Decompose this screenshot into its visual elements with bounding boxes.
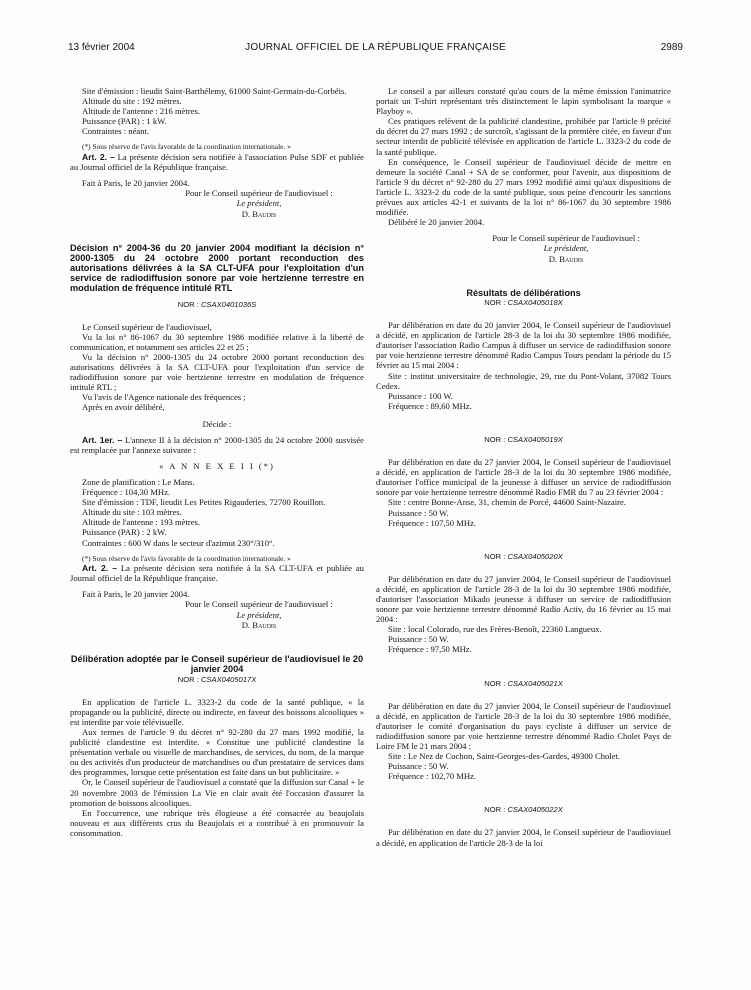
signature-name: D. Baudis bbox=[241, 208, 277, 219]
signature-role: Le président, bbox=[236, 198, 282, 209]
deliberation-paragraph: Aux termes de l'article 9 du décret n° 92-280 du 27 mars 1992 modifié, la publicité clandestine est interdite. « Constitue une publicité clandestine la présentation verbale ou visuelle de marchandises, de services, du nom, de la marque ou des activités d'un producteur de marchandises ou d'un prestataire de services dans des programmes, lorsque cette présentation est faite dans un but publicitaire. » bbox=[70, 726, 364, 778]
decide: Décide : bbox=[202, 418, 232, 429]
article-label: Art. 2. – bbox=[82, 152, 115, 163]
article-text: La présente décision sera notifiée à la SA CLT-UFA et publiée au Journal officiel de la République française. bbox=[70, 563, 364, 584]
annexe-line: Puissance (PAR) : 2 kW. bbox=[82, 527, 167, 538]
paragraph: En conséquence, le Conseil supérieur de l'audiovisuel décide de mettre en demeure la société Canal + SA de se conformer, pour l'avenir, aux dispositions de l'article 9 du décret n° 92-280 du 27 mars 1992 modifié ainsi qu'aux dispositions de l'article L. 3323-2 du code de la santé publique, sous peine d'encourir les sanctions prévues aux articles 42-1 et suivants de la loi n° 86-1067 du 30 septembre 1986 modifiée. bbox=[376, 156, 671, 218]
signature-line: Pour le Conseil supérieur de l'audiovisuel : bbox=[492, 233, 640, 244]
left-column bbox=[70, 86, 364, 838]
entry-power: Puissance : 50 W. bbox=[388, 761, 449, 772]
visa: Le Conseil supérieur de l'audiovisuel, bbox=[82, 321, 212, 332]
entry-power: Puissance : 50 W. bbox=[388, 507, 449, 518]
entry-text: Par délibération en date du 20 janvier 2004, le Conseil supérieur de l'audiovisuel a décidé, en application de l'article 28-3 de la loi du 30 septembre 1986 modifiée, d'autoriser l'association Radio Campus à diffuser un service de radiodiffusion sonore par voie hertzienne terrestre dénommé Radio Campus Tours pendant la période du 15 février au 15 mai 2004 : bbox=[376, 320, 671, 371]
nor-label: NOR : bbox=[484, 678, 508, 688]
signature-block bbox=[376, 233, 671, 263]
site-line: Altitude de l'antenne : 216 mètres. bbox=[82, 106, 201, 117]
article-label: Art. 1er. – bbox=[82, 434, 123, 445]
entry-site: Site : local Colorado, rue des Frères-Benoît, 22360 Langueux. bbox=[388, 624, 602, 635]
deliberation-title: Délibération adoptée par le Conseil supérieur de l'audiovisuel le 20 janvier 2004 bbox=[70, 653, 364, 675]
site-line: Altitude du site : 192 mètres. bbox=[82, 96, 182, 107]
results-title: Résultats de délibérations bbox=[466, 287, 581, 298]
annexe-line: Zone de planification : Le Mans. bbox=[82, 476, 195, 487]
entry-frequency: Fréquence : 97,50 MHz. bbox=[388, 644, 472, 655]
article-1 bbox=[70, 435, 364, 455]
deliberation-paragraph: En l'occurrence, une rubrique très élogieuse a été consacrée au beaujolais nouveau et aux différents crus du Beaujolais et a contribué à en promouvoir la consommation. bbox=[70, 807, 364, 838]
article-2-b bbox=[70, 563, 364, 583]
nor-code: CSAX0405020X bbox=[507, 551, 563, 561]
signature-block bbox=[70, 188, 364, 218]
entry-site: Site : institut universitaire de technologie, 29, rue du Pont-Volant, 37082 Tours Cedex. bbox=[376, 370, 671, 391]
entry-site: Site : Le Nez de Cochon, Saint-Georges-des-Gardes, 49300 Cholet. bbox=[388, 751, 621, 762]
footnote: (*) Sous réserve de l'avis favorable de la coordination internationale. » bbox=[82, 553, 291, 563]
delibere: Délibéré le 20 janvier 2004. bbox=[388, 217, 485, 228]
entry-text: Par délibération en date du 27 janvier 2004, le Conseil supérieur de l'audiovisuel a décidé, en application de l'article 28-3 de la loi bbox=[376, 827, 671, 848]
entry-text: Par délibération en date du 27 janvier 2004, le Conseil supérieur de l'audiovisuel a décidé, en application de l'article 28-3 de la loi du 30 septembre 1986 modifiée, d'autoriser l'office municipal de la jeunesse à diffuser un service de radiodiffusion sonore par voie hertzienne terrestre dénommé Radio FMR du 7 au 23 février 2004 : bbox=[376, 457, 671, 498]
decision-title: Décision n° 2004-36 du 20 janvier 2004 modifiant la décision n° 2000-1305 du 24 octobre 2000 portant reconduction des autorisations délivrées à la SA CLT-UFA pour l'exploitation d'un service de radiodiffusion sonore par voie hertzienne terrestre en modulation de fréquence intitulé RTL bbox=[70, 242, 364, 294]
decision-nor bbox=[70, 300, 364, 310]
article-text: L'annexe II à la décision n° 2000-1305 du 24 octobre 2000 susvisée est remplacée par l'annexe suivante : bbox=[70, 434, 364, 455]
nor-label: NOR : bbox=[484, 551, 508, 561]
nor-label: NOR : bbox=[484, 434, 508, 444]
nor-code: CSAX0405019X bbox=[507, 434, 563, 444]
paragraph: Le conseil a par ailleurs constaté qu'au cours de la même émission l'animatrice portait un T-shirt représentant très distinctement le lapin symbolisant la marque « Playboy ». bbox=[376, 86, 671, 117]
nor-code: CSAX0405021X bbox=[507, 678, 563, 688]
site-line: Contraintes : néant. bbox=[82, 126, 150, 137]
page-header bbox=[68, 42, 683, 58]
deliberation-nor bbox=[70, 675, 364, 685]
entry-nor bbox=[376, 298, 671, 308]
entry-nor bbox=[376, 552, 671, 562]
site-line: Site d'émission : lieudit Saint-Barthélemy, 61000 Saint-Germain-du-Corbéis. bbox=[82, 86, 347, 96]
signature-line: Pour le Conseil supérieur de l'audiovisuel : bbox=[185, 188, 333, 199]
nor-code: CSAX0405022X bbox=[507, 805, 563, 815]
nor-label: NOR : bbox=[484, 298, 508, 307]
entry-frequency: Fréquence : 102,70 MHz. bbox=[388, 771, 477, 782]
entry-site: Site : centre Bonne-Anse, 31, chemin de Porcé, 44600 Saint-Nazaire. bbox=[388, 497, 626, 508]
entry-nor bbox=[376, 435, 671, 445]
annexe-line: Site d'émission : TDF, lieudit Les Petites Rigauderies, 72700 Rouillon. bbox=[82, 497, 326, 508]
nor-label: NOR : bbox=[484, 805, 508, 815]
entry-text: Par délibération en date du 27 janvier 2004, le Conseil supérieur de l'audiovisuel a décidé, en application de l'article 28-3 de la loi du 30 septembre 1986 modifiée, d'autoriser l'association Mikado jeunesse à diffuser un service de radiodiffusion sonore par voie hertzienne terrestre dénommé Radio Activ, du 16 février au 15 mai 2004 : bbox=[376, 573, 671, 625]
nor-label: NOR : bbox=[177, 674, 201, 684]
fait-a-paris: Fait à Paris, le 20 janvier 2004. bbox=[82, 589, 190, 600]
entry-text: Par délibération en date du 27 janvier 2004, le Conseil supérieur de l'audiovisuel a décidé, en application de l'article 28-3 de la loi du 30 septembre 1986 modifiée, d'autoriser le comité d'organisation du pays cycliste à diffuser un service de radiodiffusion sonore par voie hertzienne terrestre dénommé Radio Cholet Pays de Loire FM le 21 mars 2004 : bbox=[376, 700, 671, 751]
nor-label: NOR : bbox=[177, 299, 201, 309]
page-number: 2989 bbox=[660, 42, 683, 53]
signature-block bbox=[70, 599, 364, 629]
entry-power: Puissance : 100 W. bbox=[388, 390, 453, 401]
signature-line: Pour le Conseil supérieur de l'audiovisuel : bbox=[185, 599, 333, 610]
annexe-title: « A N N E X E I I (*) bbox=[159, 460, 275, 471]
signature-role: Le président, bbox=[236, 609, 282, 620]
deliberation-paragraph: Or, le Conseil supérieur de l'audiovisuel a constaté que la diffusion sur Canal + le 20 novembre 2003 de l'émission La Vie en clair avait été l'occasion d'assurer la promotion de boissons alcooliques. bbox=[70, 777, 364, 808]
signature-name: D. Baudis bbox=[241, 619, 277, 630]
annexe-line: Altitude de l'antenne : 193 mètres. bbox=[82, 517, 201, 528]
entry-power: Puissance : 50 W. bbox=[388, 634, 449, 645]
visa: Vu la loi n° 86-1067 du 30 septembre 1986 modifiée relative à la liberté de communication, et notamment ses articles 22 et 25 ; bbox=[70, 331, 364, 352]
deliberation-paragraph: En application de l'article L. 3323-2 du code de la santé publique, « la propagande ou la publicité, directe ou indirecte, en faveur des boissons alcooliques » est interdite par voie télévisuelle. bbox=[70, 696, 364, 727]
entry-nor bbox=[376, 805, 671, 815]
annexe-line: Contraintes : 600 W dans le secteur d'azimut 230°/310°. bbox=[82, 537, 275, 548]
entry-frequency: Fréquence : 89,60 MHz. bbox=[388, 400, 472, 411]
nor-code: CSAX0405017X bbox=[200, 674, 257, 684]
annexe-line: Fréquence : 104,30 MHz. bbox=[82, 487, 171, 498]
header-date: 13 février 2004 bbox=[68, 42, 135, 53]
paragraph: Ces pratiques relèvent de la publicité clandestine, prohibée par l'article 9 précité du décret du 27 mars 1992 ; de surcroît, s'agissant de la première citée, en faveur d'un secteur interdit de publicité télévisée en application de l'article L. 3323-2 du code de la santé publique. bbox=[376, 116, 671, 157]
signature-name: D. Baudis bbox=[548, 253, 584, 264]
annexe-line: Altitude du site : 103 mètres. bbox=[82, 507, 182, 518]
journal-title: JOURNAL OFFICIEL DE LA RÉPUBLIQUE FRANÇAISE bbox=[245, 42, 506, 53]
footnote: (*) Sous réserve de l'avis favorable de la coordination internationale. » bbox=[82, 142, 291, 152]
nor-code: CSAX0401036S bbox=[200, 299, 257, 309]
right-column bbox=[376, 86, 671, 848]
visa: Vu la décision n° 2000-1305 du 24 octobre 2000 portant reconduction des autorisations délivrées à la SA CLT-UFA pour l'exploitation d'un service de radiodiffusion sonore par voie hertzienne terrestre en modulation de fréquence intitulé RTL ; bbox=[70, 352, 364, 393]
entry-nor bbox=[376, 679, 671, 689]
article-label: Art. 2. – bbox=[82, 563, 118, 574]
signature-role: Le président, bbox=[543, 243, 589, 254]
article-text: La présente décision sera notifiée à l'association Pulse SDF et publiée au Journal officiel de la République française. bbox=[70, 152, 364, 173]
article-2-a bbox=[70, 152, 364, 172]
fait-a-paris: Fait à Paris, le 20 janvier 2004. bbox=[82, 178, 190, 189]
visa: Après en avoir délibéré, bbox=[82, 402, 165, 413]
visa: Vu l'avis de l'Agence nationale des fréquences ; bbox=[82, 392, 246, 403]
nor-code: CSAX0405018X bbox=[507, 298, 563, 307]
entry-frequency: Fréquence : 107,50 MHz. bbox=[388, 517, 477, 528]
site-line: Puissance (PAR) : 1 kW. bbox=[82, 116, 167, 127]
